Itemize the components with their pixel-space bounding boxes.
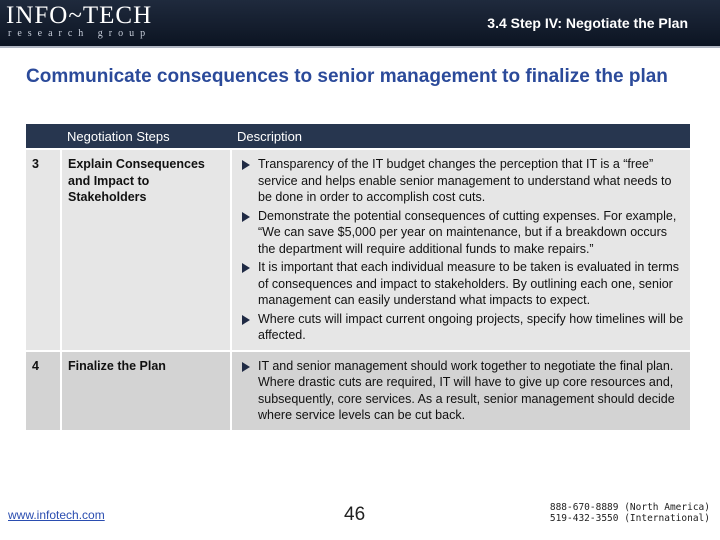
- bullet-item: [240, 208, 684, 258]
- website-link[interactable]: www.infotech.com: [8, 508, 105, 522]
- step-name: Finalize the Plan: [61, 351, 231, 430]
- logo-wordmark: INFO~TECH: [6, 2, 153, 29]
- page-title: Communicate consequences to senior management to finalize the plan: [26, 66, 668, 87]
- bullet-list: [240, 358, 684, 424]
- bullet-text: IT and senior management should work together to negotiate the final plan. Where drastic cuts are required, IT will have to give up core resources and, subsequently, core services. As a result, senior management should decide where service levels can be cut back.: [258, 358, 675, 422]
- bullet-item: [240, 156, 684, 206]
- step-name: Explain Consequences and Impact to Stakeholders: [61, 149, 231, 351]
- step-number: 3: [26, 149, 61, 351]
- bullet-item: [240, 358, 684, 424]
- bullet-item: [240, 259, 684, 309]
- arrow-right-bullet-icon: [242, 212, 250, 222]
- phone-international: 519-432-3550 (International): [549, 513, 710, 524]
- bullet-text: It is important that each individual measure to be taken is evaluated in terms of consequences and impact to stakeholders. By outlining each one, senior management can easily understand what impacts to expect.: [258, 260, 680, 307]
- step-description: [231, 351, 690, 430]
- arrow-right-bullet-icon: [242, 263, 250, 273]
- column-header-description: Description: [231, 124, 690, 149]
- step-number: 4: [26, 351, 61, 430]
- logo-tagline: research group: [8, 28, 152, 39]
- info-tech-logo[interactable]: [6, 2, 174, 42]
- arrow-right-bullet-icon: [242, 362, 250, 372]
- arrow-right-bullet-icon: [242, 160, 250, 170]
- step-description: [231, 149, 690, 351]
- column-header-number: [26, 124, 61, 149]
- bullet-text: Demonstrate the potential consequences of cutting expenses. For example, “We can save $5,000 per year on maintenance, but if a breakdown occurs the department will require additional funds to make repairs.”: [258, 208, 677, 256]
- contact-phones: [550, 502, 710, 524]
- bullet-text: Where cuts will impact current ongoing projects, specify how timelines will be affected.: [258, 311, 684, 342]
- bullet-text: Transparency of the IT budget changes the perception that IT is a “free” service and helps enable senior management to understand what needs to be done in order to accomplish cost cuts.: [258, 157, 672, 204]
- phone-north-america: 888-670-8889 (North America): [549, 502, 710, 513]
- negotiation-steps-table: [26, 124, 690, 430]
- header-bar: [0, 0, 720, 48]
- bullet-item: [240, 311, 684, 344]
- arrow-right-bullet-icon: [242, 315, 250, 325]
- bullet-list: [240, 156, 684, 344]
- section-title: 3.4 Step IV: Negotiate the Plan: [487, 15, 688, 31]
- page-number: 46: [344, 504, 366, 525]
- table-header-row: [26, 124, 690, 149]
- column-header-steps: Negotiation Steps: [61, 124, 231, 149]
- table-row: [26, 149, 690, 351]
- table-row: [26, 351, 690, 430]
